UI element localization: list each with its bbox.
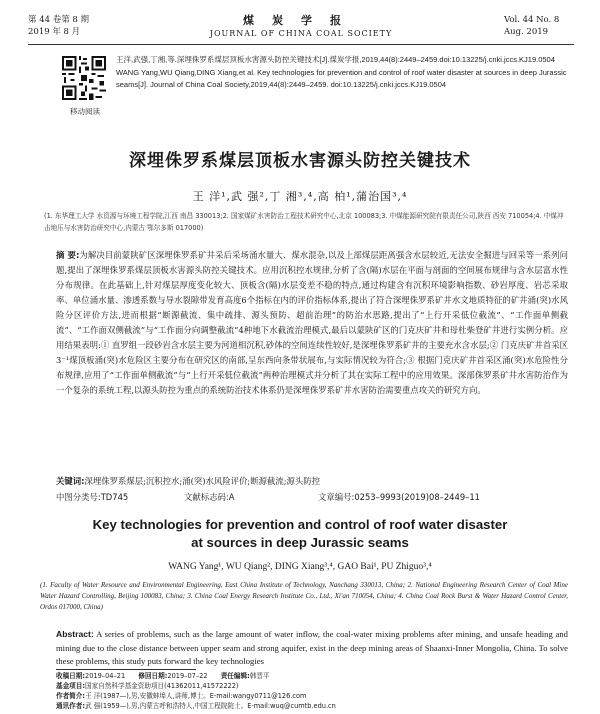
keywords-zh-label: 关键词:: [56, 476, 85, 486]
fund-label: 基金项目:: [56, 682, 86, 690]
volume-issue-zh: 第 44 卷第 8 期: [28, 15, 90, 25]
received-date: 2019–04–21: [85, 672, 126, 680]
document-code: 文献标志码:A: [184, 492, 235, 502]
abstract-zh-label: 摘 要:: [56, 250, 80, 260]
footnote-fund: [56, 681, 568, 691]
footnote-corresponding: [56, 701, 568, 711]
article-title-zh: 深埋侏罗系煤层顶板水害源头防控关键技术: [129, 151, 471, 171]
journal-name: [28, 14, 574, 40]
journal-name-en: JOURNAL OF CHINA COAL SOCIETY: [209, 29, 393, 38]
citation-en: WANG Yang,WU Qiang,DING Xiang,et al. Key technologies for prevention and control of roof water disaster at sources in deep Jurassic seams[J]. Journal of China Coal Society,2019,44(8):2449–2459. doi:10.13225/j.cnki.jccs.KJ19.0504: [116, 67, 567, 89]
corresponding-label: 通讯作者:: [56, 702, 86, 710]
article-title-en-line2: at sources in deep Jurassic seams: [191, 535, 409, 550]
date-zh: 2019 年 8 月: [28, 27, 81, 37]
author-bio-label: 作者简介:: [56, 692, 86, 700]
footnote-divider: [56, 669, 196, 670]
article-number: 文章编号:0253–9993(2019)08–2449–11: [318, 492, 480, 502]
issue-info-en: [504, 14, 574, 38]
editor-name: 韩晋平: [249, 672, 270, 680]
keywords-zh: [56, 475, 568, 488]
affiliations-en: (1. Faculty of Water Resource and Environmental Engineering, East China Institute of Technology, Nanchang 330013, China; 2. National Engineering Research Center of Coal Mine Water Hazard Controlling, Beijing 100083, China; 3. China Coal Energy Research Institute Co., Ltd., Xi'an 710054, China; 4. China Coal Rock Burst & Water Hazard Control Center, Ordos 017000, China): [40, 581, 568, 611]
corresponding-text: 武 强(1959—),男,内蒙古呼和浩特人,中国工程院院士。E-mail:wuq@cumtb.edu.cn: [85, 702, 336, 710]
abstract-zh: [56, 248, 568, 398]
article-title-en: [0, 516, 600, 552]
citation-zh: 王洋,武强,丁湘,等.深埋侏罗系煤层顶板水害源头防控关键技术[J].煤炭学报,2019,44(8):2449–2459.doi:10.13225/j.cnki.jccs.KJ19.0504: [116, 55, 555, 64]
qr-code-icon[interactable]: [62, 56, 106, 100]
fund-text: 国家自然科学基金资助项目(41362011,41572222): [85, 682, 239, 690]
journal-header: [28, 14, 574, 48]
header-divider: [28, 44, 574, 45]
clc-number: 中图分类号:TD745: [56, 492, 129, 502]
authors-en: WANG Yang¹, WU Qiang², DING Xiang³,⁴, GAO Bai¹, PU Zhiguo³,⁴: [168, 562, 432, 572]
author-bio-text: 王 洋(1987—),男,安徽蚌埠人,讲师,博士。E-mail:wangy0711@126.com: [85, 692, 307, 700]
received-label: 收稿日期:: [56, 672, 86, 680]
affiliations-zh: (1. 东华理工大学 水资源与环境工程学院,江西 南昌 330013;2. 国家煤矿水害防治工程技术研究中心,北京 100083;3. 中煤能源研究院有限责任公司,陕西 西安 710054;4. 中煤冲击地压与水害防治研究中心,内蒙古 鄂尔多斯 017000): [44, 212, 564, 232]
citation-block: [116, 54, 572, 92]
article-title-en-line1: Key technologies for prevention and control of roof water disaster: [92, 517, 508, 532]
authors-zh: 王 洋¹,武 强²,丁 湘³,⁴,高 柏¹,蒲治国³,⁴: [192, 190, 408, 203]
footnotes: [56, 671, 568, 711]
qr-caption: 移动阅读: [70, 107, 100, 116]
revised-label: 修回日期:: [138, 672, 168, 680]
journal-name-zh: 煤炭学报: [243, 14, 359, 27]
abstract-en-label: Abstract:: [56, 629, 94, 639]
keywords-zh-text: 深埋侏罗系煤层;沉积控水;涌(突)水风险评价;断源截流;源头防控: [84, 476, 321, 486]
footnote-dates: [56, 671, 568, 681]
abstract-zh-text: 为解决目前蒙陕矿区深埋侏罗系矿井采后采场涌水量大、煤水混杂,以及上部煤层距离强含水层较近,无法安全掘进与回采等一系列问题,提出了深埋侏罗系煤层顶板水害源头防控关键技术。应用沉积控水规律,分析了含(隔)水层在平面与剖面的空间展布规律与含水层富水性分布规律。在此基础上,针对煤层厚度变化较大、顶板含(隔)水层变差不稳的特点,通过构建含有沉积环境影响指数、砂岩厚度、岩芯采取率、单位涌水量、渗透系数与导水裂隙带发育高度6个指标在内的评价指标体系,提出了符合深埋侏罗系矿井水文地质特征的矿井涌(突)水风险分区评价方法,进而根据“断源截流、集中疏排、源头预防、超前治理”的防治水思路,提出了“上行开采低位截流”、“工作面单侧截流”、“工作面双侧截流”与“工作面分向调整截流”4种地下水截流治理模式,最后以蒙陕矿区的门克庆矿井和母杜柴登矿井进行实例分析。应用结果表明:① 直罗组一段砂岩含水层主要为河道相沉积,砂体的空间连续性较好,是深埋侏罗系矿井的主要充水含水层;② 门克庆矿井首采区3⁻¹煤顶板涌(突)水危险区主要分布在研究区的南部,呈东西向条带状展布,与实际情况较为符合;③ 根据门克庆矿井首采区涌(突)水危险性分布规律,应用了“工作面单侧截流”与“上行开采低位截流”两种治理模式并分析了其在实际工程中的应用效果。深部侏罗系矿井水害防治作为一个复杂的系统工程,以源头防控为重点的系统防治技术体系仍是深埋侏罗系矿井水害防治需要重点攻关的研究方向。: [56, 250, 569, 395]
revised-date: 2019–07–22: [167, 672, 208, 680]
abstract-en: [56, 628, 568, 669]
date-en: Aug. 2019: [504, 27, 549, 37]
abstract-en-text: A series of problems, such as the large amount of water inflow, the coal-water mixing problems after mining, and unsafe heading and mining due to the close distance between upper seam and strong aquifer, exist in the deep mining areas of Shaanxi-Inner Mongolia, China. To solve these problems, this study puts forward the key technologies: [56, 629, 568, 666]
editor-label: 责任编辑:: [220, 672, 250, 680]
footnote-author: [56, 691, 568, 701]
volume-issue-en: Vol. 44 No. 8: [504, 15, 560, 25]
